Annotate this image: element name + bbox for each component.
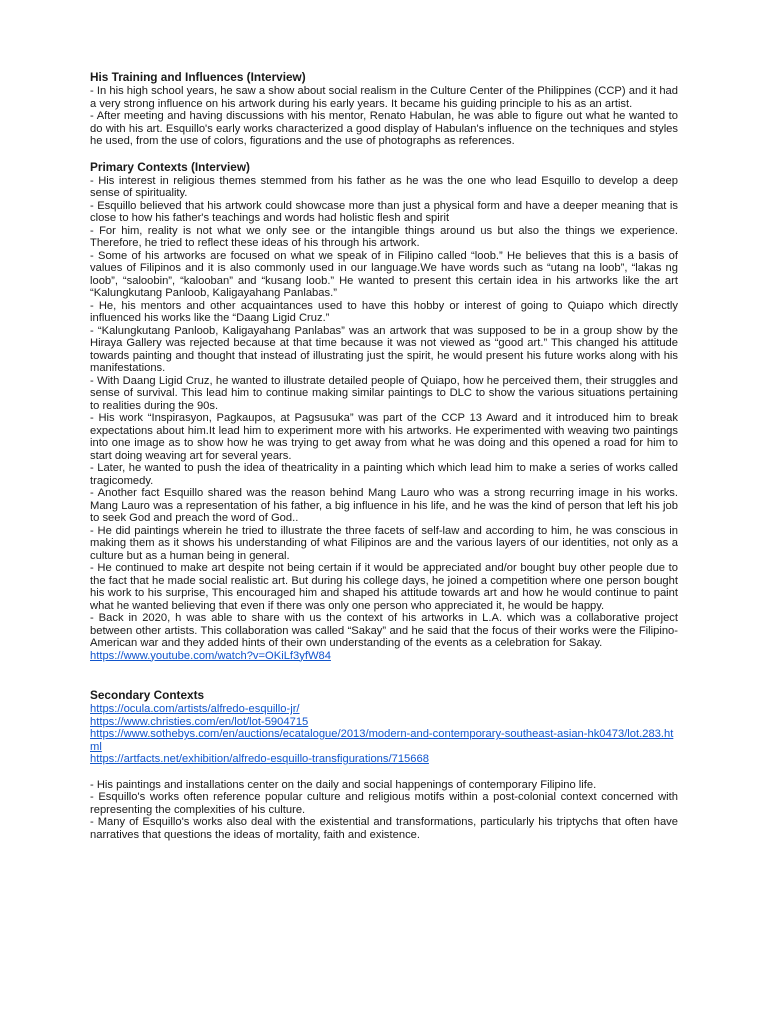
paragraph: - Another fact Esquillo shared was the reason behind Mang Lauro who was a strong recurring image in his works. Mang Lauro was a representation of his father, a big influence in his life, and he was the kind of person that left his job to seek God and preach the word of God.. bbox=[90, 487, 678, 524]
spacer bbox=[90, 766, 678, 779]
youtube-link[interactable]: https://www.youtube.com/watch?v=OKiLf3yfW84 bbox=[90, 649, 331, 662]
artfacts-link[interactable]: https://artfacts.net/exhibition/alfredo-esquillo-transfigurations/715668 bbox=[90, 753, 429, 765]
paragraph: - After meeting and having discussions with his mentor, Renato Habulan, he was able to figure out what he wanted to do with his art. Esquillo's early works characterized a good display of Habulan's influence on the techniques and styles he used, from the use of colors, figurations and the use of photographs as references. bbox=[90, 110, 678, 147]
paragraph: - With Daang Ligid Cruz, he wanted to illustrate detailed people of Quiapo, how he perceived them, their struggles and sense of survival. This lead him to continue making similar paintings to DLC to show the various situations pertaining to realities during the 90s. bbox=[90, 374, 678, 412]
paragraph: - Later, he wanted to push the idea of theatricality in a painting which which lead him to make a series of works called tragicomedy. bbox=[90, 462, 678, 487]
paragraph: - Some of his artworks are focused on what we speak of in Filipino called “loob.” He believes that this is a basis of values of Filipinos and it is also commonly used in our language.We have words such as “utang na loob”, “lakas ng loob”, “saloobin”, “kalooban” and “kusang loob.” He wanted to present this certain idea in his artworks like the art “Kalungkutang Panloob, Kaligayahang Panlabas.” bbox=[90, 249, 678, 299]
paragraph: - His interest in religious themes stemmed from his father as he was the one who lead Esquillo to develop a deep sense of spirituality. bbox=[90, 174, 678, 199]
paragraph: - His paintings and installations center on the daily and social happenings of contemporary Filipino life. bbox=[90, 778, 597, 791]
paragraph: - He, his mentors and other acquaintances used to have this hobby or interest of going to Quiapo which directly influenced his works like the “Daang Ligid Cruz.” bbox=[90, 299, 678, 324]
paragraph: - In his high school years, he saw a show about social realism in the Culture Center of the Philippines (CCP) and it had a very strong influence on his artwork during his early years. It became his guiding principle to his as an artist. bbox=[90, 85, 678, 110]
paragraph: - His work “Inspirasyon, Pagkaupos, at Pagsusuka” was part of the CCP 13 Award and it introduced him to break expectations about him.It lead him to experiment more with his artworks. He experimented with weaving two paintings into one image as to show how he was trying to get away from what he was doing and this opened a road for him to start doing weaving art for several years. bbox=[90, 412, 678, 462]
paragraph: - Many of Esquillo's works also deal with the existential and transformations, particularly his triptychs that often have narratives that questions the ideas of mortality, faith and existence. bbox=[90, 816, 678, 841]
spacer bbox=[90, 148, 678, 161]
section-heading-secondary: Secondary Contexts bbox=[90, 688, 205, 702]
section-heading-training: His Training and Influences (Interview) bbox=[90, 70, 306, 84]
christies-link[interactable]: https://www.christies.com/en/lot/lot-5904715 bbox=[90, 715, 309, 728]
section-heading-primary: Primary Contexts (Interview) bbox=[90, 159, 250, 174]
ocula-link[interactable]: https://ocula.com/artists/alfredo-esquillo-jr/ bbox=[90, 703, 300, 715]
spacer bbox=[90, 662, 678, 689]
sothebys-link[interactable]: https://www.sothebys.com/en/auctions/ecatalogue/2013/modern-and-contemporary-southeast-asian-hk0473/lot.283.html bbox=[90, 728, 674, 753]
paragraph: - Esquillo believed that his artwork could showcase more than just a physical form and have a deeper meaning that is close to how his father's teachings and words had holistic flesh and spirit bbox=[90, 199, 678, 224]
paragraph: - Esquillo's works often reference popular culture and religious motifs within a post-colonial context concerned with representing the complexities of his culture. bbox=[90, 791, 678, 816]
paragraph: - He did paintings wherein he tried to illustrate the three facets of self-law and according to him, he was conscious in making them as it shows his understanding of what Filipinos are and the various layers of our identities, not only as a culture but as a human being in general. bbox=[90, 524, 678, 562]
paragraph: - “Kalungkutang Panloob, Kaligayahang Panlabas” was an artwork that was supposed to be in a group show by the Hiraya Gallery was rejected because at that time because it was not viewed as “good art.” This changed his attitude towards painting and thought that instead of illustrating just the spirit, he would present his future works along with his manifestations. bbox=[90, 324, 678, 374]
paragraph: - He continued to make art despite not being certain if it would be appreciated and/or bought buy other people due to the fact that he made social realistic art. But during his college days, he joined a competition where one person bought his work to his surprise, This encouraged him and shaped his attitude towards art and how he would continue to paint what he wanted believing that even if there was only one person who appreciated it, he would be happy. bbox=[90, 562, 678, 612]
paragraph: - Back in 2020, h was able to share with us the context of his artworks in L.A. which was a collaborative project between other artists. This collaboration was called “Sakay” and he said that the focus of their works were the Filipino-American war and they added hints of their own understanding of the events as a celebration for Sakay. bbox=[90, 612, 678, 649]
paragraph: - For him, reality is not what we only see or the intangible things around us but also the things we experience. Therefore, he tried to reflect these ideas of his through his artwork. bbox=[90, 224, 678, 249]
